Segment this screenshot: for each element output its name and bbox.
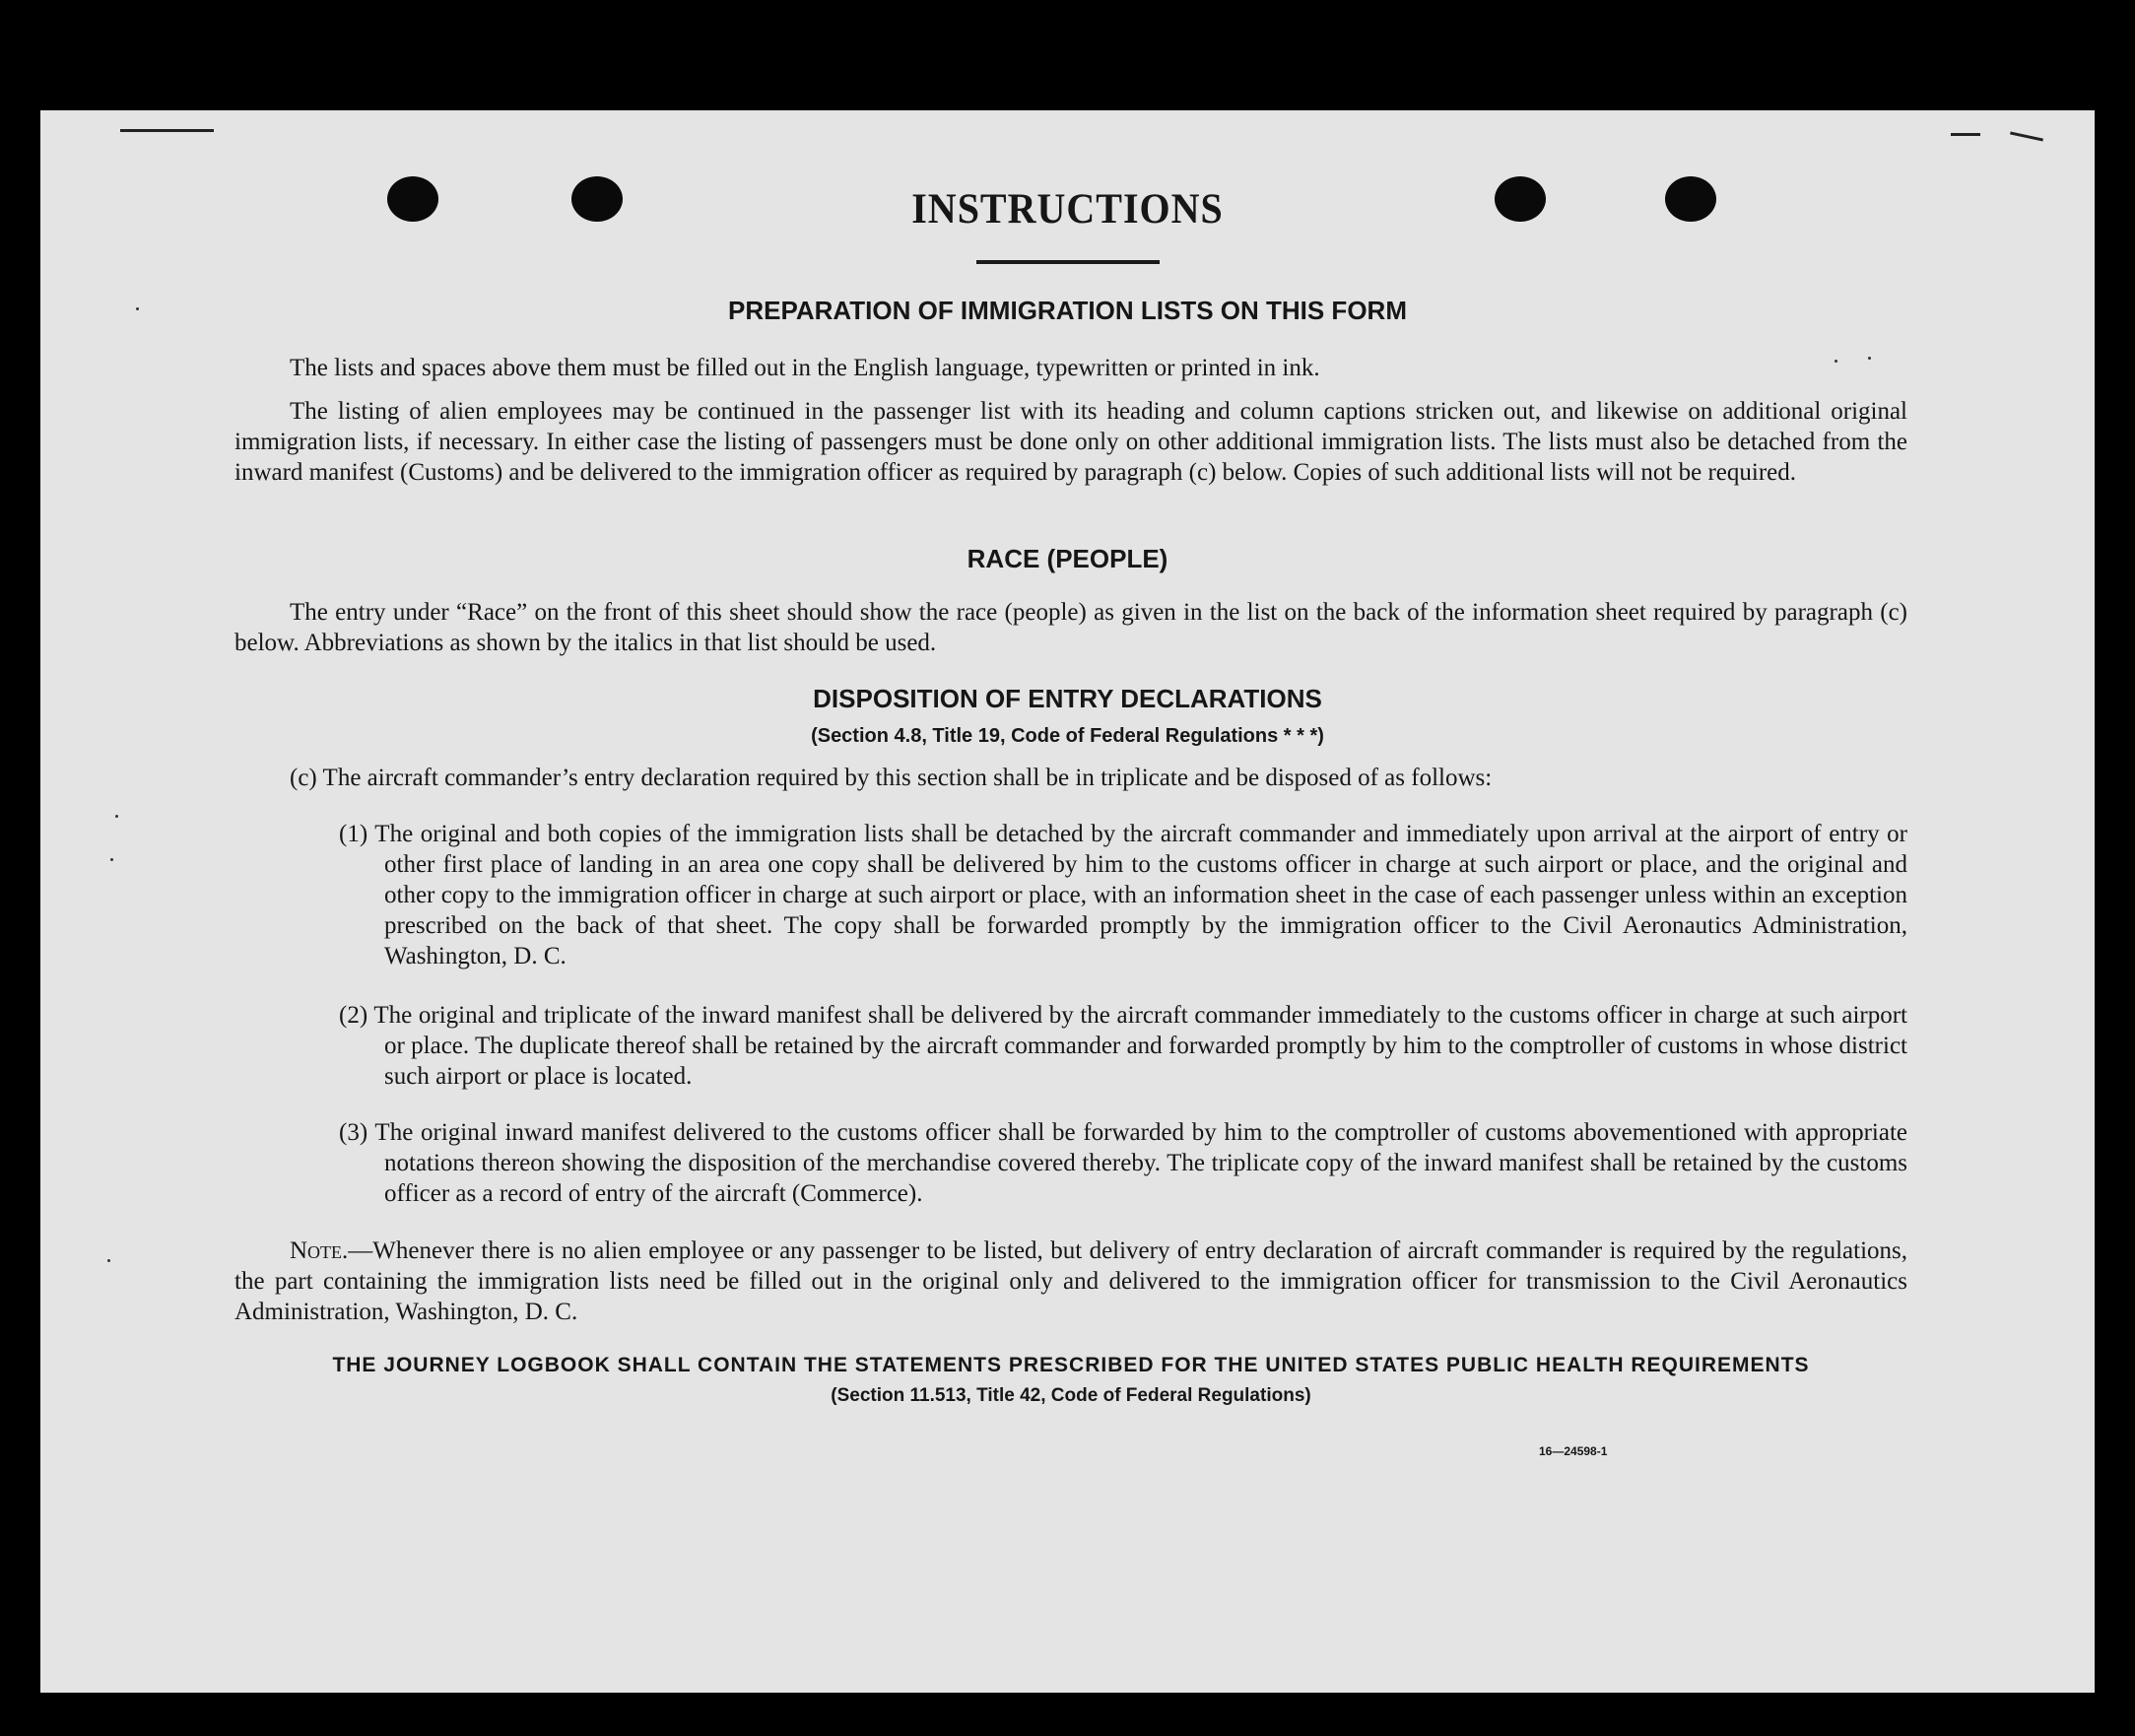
- list-item: [339, 1000, 1907, 1092]
- speck: [1835, 360, 1837, 363]
- item-text: The original and triplicate of the inward manifest shall be delivered by the aircraft commander immediately to the customs officer in charge at such airport or place. The duplicate thereof shall be retained by the aircraft commander and forwarded promptly by him to the comptroller of customs in whose district such airport or place is located.: [373, 1002, 1907, 1090]
- form-number: 16—24598-1: [1539, 1444, 1608, 1458]
- note-paragraph: [234, 1235, 1907, 1327]
- section-heading-disposition: DISPOSITION OF ENTRY DECLARATIONS: [813, 684, 1322, 713]
- speck: [110, 858, 113, 861]
- note-text: —Whenever there is no alien employee or any passenger to be listed, but delivery of entry declaration of aircraft commander is required by the regulations, the part containing the immigration lists need be filled out in the original only and delivered to the immigration officer for transmission to the Civil Aeronautics Administration, Washington, D. C.: [234, 1237, 1907, 1325]
- corner-mark-left: [120, 129, 214, 132]
- preparation-paragraph-1: The lists and spaces above them must be filled out in the English language, typewritten or printed in ink.: [290, 355, 1320, 381]
- item-number: (3): [339, 1119, 368, 1146]
- footer-requirement: THE JOURNEY LOGBOOK SHALL CONTAIN THE STATEMENTS PRESCRIBED FOR THE UNITED STATES PUBLIC HEALTH REQUIREMENTS: [332, 1354, 1810, 1376]
- item-text: The original and both copies of the immigration lists shall be detached by the aircraft commander and immediately upon arrival at the airport of entry or other first place of landing in an area one copy shall be delivered by him to the customs officer in charge at such airport or place, and the original and other copy to the immigration officer in charge at such airport or place, with an information sheet in the case of each passenger unless within an exception prescribed on the back of that sheet. The copy shall be forwarded promptly by the immigration officer to the Civil Aeronautics Administration, Washington, D. C.: [374, 821, 1907, 969]
- item-number: (2): [339, 1002, 368, 1029]
- item-text: The original inward manifest delivered to the customs officer shall be forwarded by him to the comptroller of customs abovementioned with appropriate notations thereon showing the disposition of the merchandise covered thereby. The triplicate copy of the inward manifest shall be retained by the customs officer as a record of entry of the aircraft (Commerce).: [374, 1119, 1907, 1207]
- list-item: [339, 1117, 1907, 1209]
- list-item: [339, 819, 1907, 971]
- race-paragraph: The entry under “Race” on the front of this sheet should show the race (people) as given in the list on the back of the information sheet required by paragraph (c) below. Abbreviations as shown by the italics in that list should be used.: [234, 599, 1907, 656]
- disposition-intro: (c) The aircraft commander’s entry declaration required by this section shall be in triplicate and be disposed of as follows:: [290, 765, 1493, 791]
- speck: [107, 1259, 110, 1262]
- section-heading-preparation: PREPARATION OF IMMIGRATION LISTS ON THIS FORM: [728, 296, 1407, 325]
- note-label: Note.: [290, 1237, 349, 1264]
- page-title: INSTRUCTIONS: [911, 184, 1224, 233]
- speck: [115, 815, 118, 818]
- speck: [1868, 357, 1871, 360]
- speck: [136, 307, 139, 310]
- footer-citation: (Section 11.513, Title 42, Code of Federal Regulations): [831, 1385, 1311, 1406]
- preparation-paragraph-2: The listing of alien employees may be continued in the passenger list with its heading and column captions stricken out, and likewise on additional original immigration lists, if necessary. In either case the listing of passengers must be done only on other additional immigration lists. The lists must also be detached from the inward manifest (Customs) and be delivered to the immigration officer as required by paragraph (c) below. Copies of such additional lists will not be required.: [234, 398, 1907, 486]
- corner-mark-right-a: [1951, 133, 1980, 136]
- section-heading-race: RACE (PEOPLE): [967, 544, 1168, 573]
- item-number: (1): [339, 821, 368, 847]
- title-underline: [976, 260, 1160, 264]
- disposition-citation: (Section 4.8, Title 19, Code of Federal Regulations * * *): [811, 725, 1324, 747]
